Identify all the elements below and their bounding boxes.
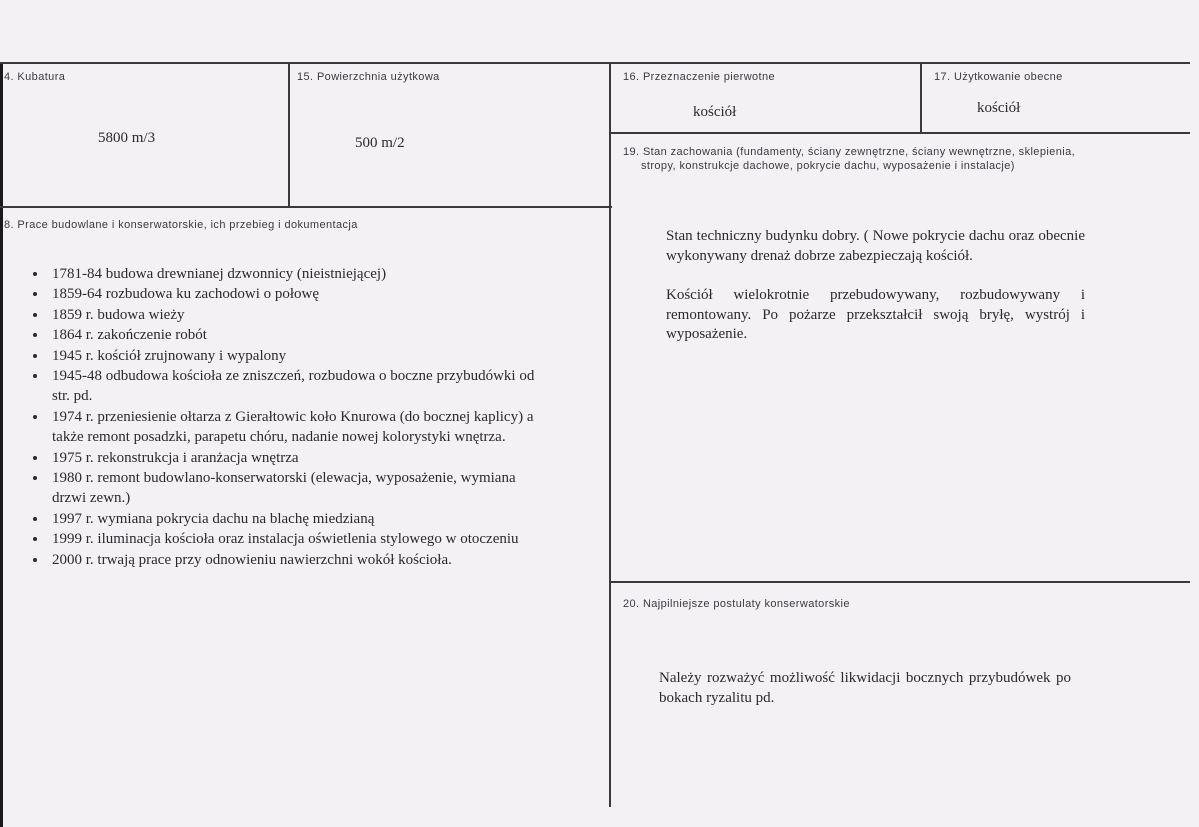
list-item: • 1974 r. przeniesienie ołtarza z Gierałtowic koło Knurowa (do bocznej kaplicy) a także remont posadzki, parapetu chóru, nadanie nowej kolorystyki wnętrza. (48, 407, 543, 448)
field-value: kościół (977, 100, 1021, 116)
divider (920, 62, 922, 133)
field-value: kościół (693, 104, 737, 120)
field-label: 20. Najpilniejsze postulaty konserwatorskie (623, 598, 850, 610)
divider (288, 62, 290, 207)
field-text: Stan techniczny budynku dobry. ( Nowe pokrycie dachu oraz obecnie wykonywany drenaż dobrze zabezpieczają kościół. (666, 228, 1085, 264)
list-item: • 1975 r. rekonstrukcja i aranżacja wnętrza (48, 448, 543, 468)
divider (611, 132, 1190, 134)
field-value: 500 m/2 (355, 135, 405, 151)
list-item: • 1980 r. remont budowlano-konserwatorski (elewacja, wyposażenie, wymiana drzwi zewn.) (48, 468, 543, 509)
field-label: 15. Powierzchnia użytkowa (297, 71, 440, 83)
list-item: • 1864 r. zakończenie robót (48, 325, 543, 345)
field-label: 19. Stan zachowania (fundamenty, ściany zewnętrzne, ściany wewnętrzne, sklepienia, (623, 146, 1076, 158)
list-item: • 1859 r. budowa wieży (48, 305, 543, 325)
divider (0, 206, 612, 208)
field-text: Należy rozważyć możliwość likwidacji bocznych przybudówek po bokach ryzalitu pd. (659, 670, 1071, 706)
scan-edge (0, 63, 3, 827)
divider (609, 62, 611, 807)
field-label: 17. Użytkowanie obecne (934, 71, 1063, 83)
divider (611, 581, 1190, 583)
field-label: 16. Przeznaczenie pierwotne (623, 71, 776, 83)
works-list (22, 264, 543, 570)
list-item: • 2000 r. trwają prace przy odnowieniu nawierzchni wokół kościoła. (48, 550, 543, 570)
field-value: 5800 m/3 (98, 130, 156, 146)
field-label: 8. Prace budowlane i konserwatorskie, ich przebieg i dokumentacja (4, 219, 358, 231)
list-item: • 1999 r. iluminacja kościoła oraz instalacja oświetlenia stylowego w otoczeniu (48, 529, 543, 549)
list-item: • 1945 r. kościół zrujnowany i wypalony (48, 346, 543, 366)
list-item: • 1781-84 budowa drewnianej dzwonnicy (nieistniejącej) (48, 264, 543, 284)
field-label: stropy, konstrukcje dachowe, pokrycie dachu, wyposażenie i instalacje) (641, 160, 1015, 172)
list-item: • 1859-64 rozbudowa ku zachodowi o połowę (48, 284, 543, 304)
list-item: • 1997 r. wymiana pokrycia dachu na blachę miedzianą (48, 509, 543, 529)
field-label: 4. Kubatura (4, 71, 66, 83)
field-text: Kościół wielokrotnie przebudowywany, rozbudowywany i remontowany. Po pożarze przekształcił swoją bryłę, wystrój i wyposażenie. (666, 287, 1085, 342)
divider (0, 62, 1190, 64)
list-item: • 1945-48 odbudowa kościoła ze zniszczeń, rozbudowa o boczne przybudówki od str. pd. (48, 366, 543, 407)
